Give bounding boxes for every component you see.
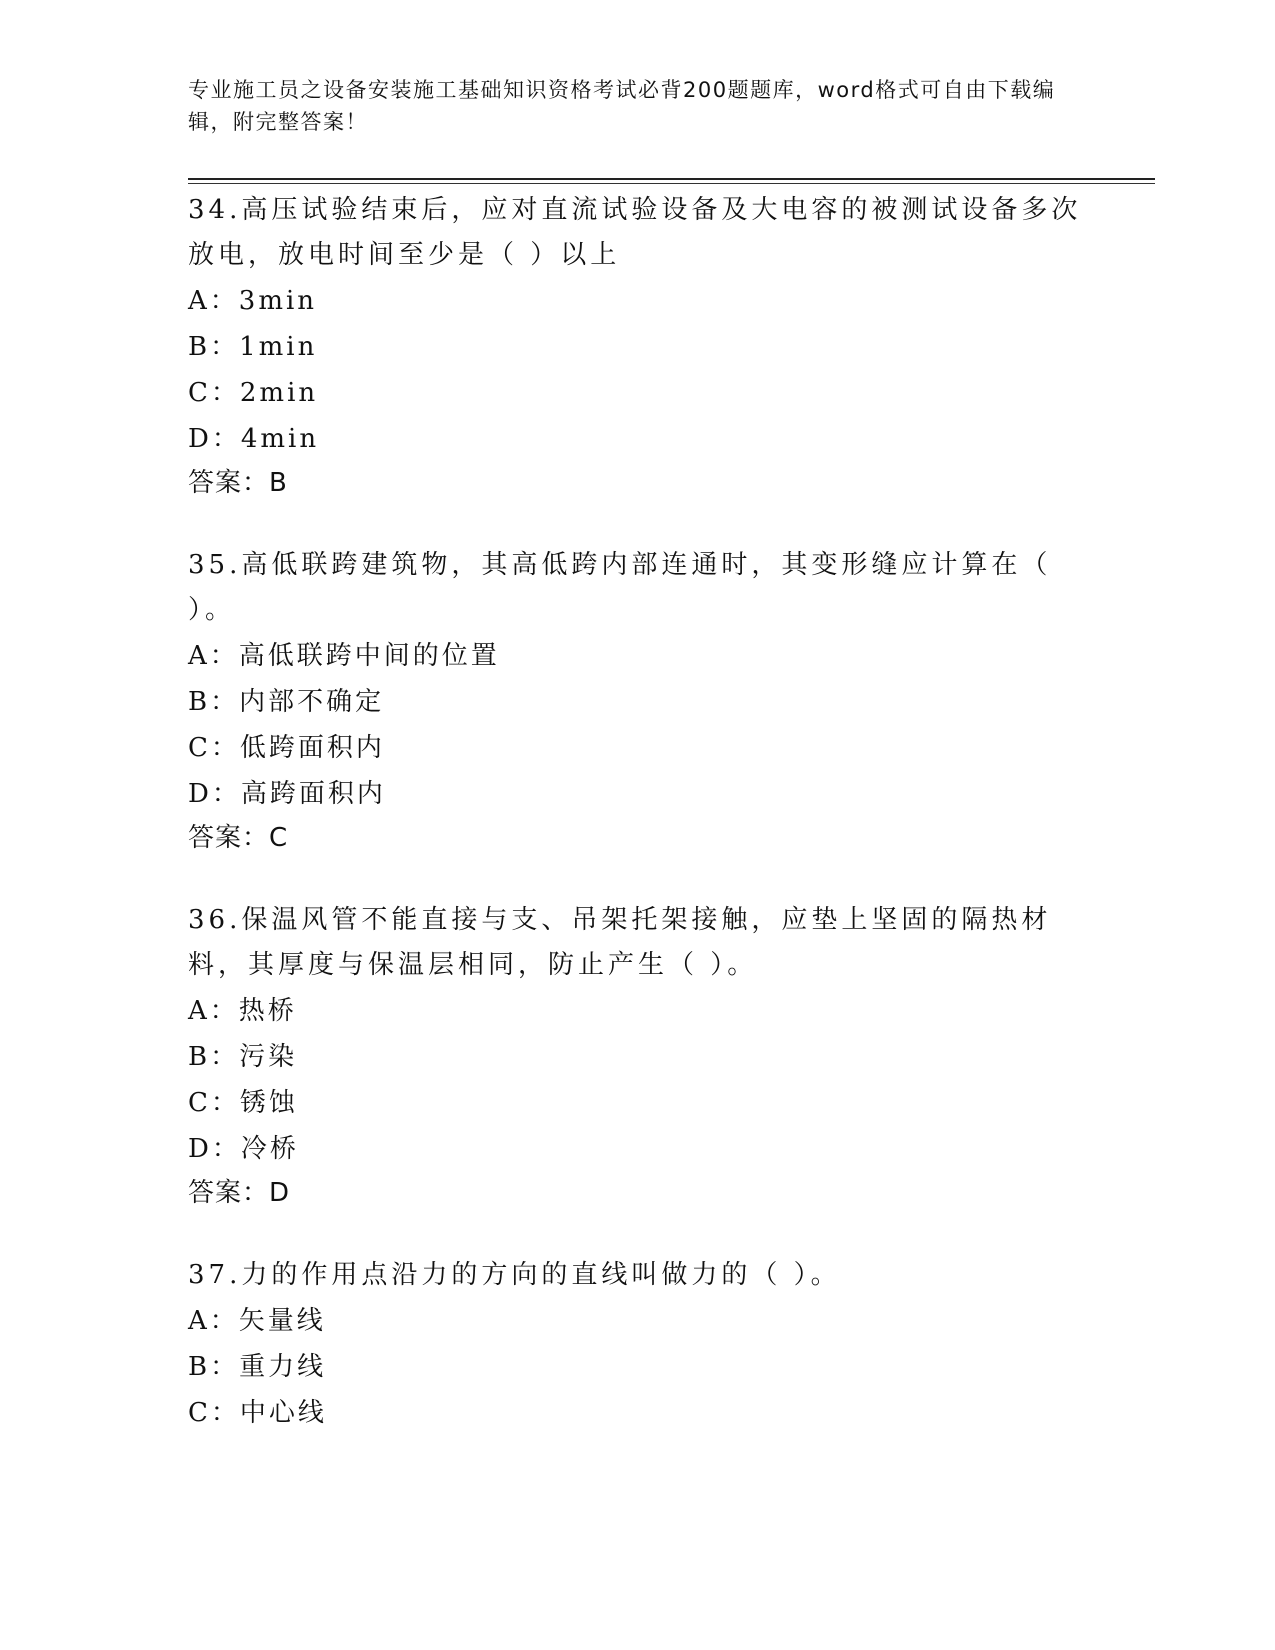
option-c: C：2min	[188, 378, 319, 408]
answer: 答案：D	[188, 1178, 291, 1208]
option-a: A：矢量线	[188, 1306, 326, 1336]
option-a: A：高低联跨中间的位置	[188, 641, 500, 671]
option-b: B：污染	[188, 1042, 298, 1072]
option-b: B：1min	[188, 332, 318, 362]
option-d: D：冷桥	[188, 1134, 299, 1164]
question-34	[188, 188, 1088, 504]
answer: 答案：C	[188, 823, 289, 853]
option-d: D：高跨面积内	[188, 779, 386, 809]
document-header: 专业施工员之设备安装施工基础知识资格考试必背200题题库，word格式可自由下载编辑，附完整答案！	[188, 78, 1056, 134]
option-b: B：内部不确定	[188, 687, 385, 717]
header-divider-thick	[188, 178, 1155, 180]
option-a: A：3min	[188, 286, 318, 316]
question-stem: 35.高低联跨建筑物，其高低跨内部连通时，其变形缝应计算在（ ）。	[188, 550, 1052, 625]
option-a: A：热桥	[188, 996, 297, 1026]
question-list	[188, 188, 1088, 1475]
question-stem: 36.保温风管不能直接与支、吊架托架接触，应垫上坚固的隔热材料，其厚度与保温层相同，防止产生（ ）。	[188, 905, 1052, 980]
option-c: C：中心线	[188, 1398, 327, 1428]
question-35	[188, 543, 1088, 859]
question-stem: 37.力的作用点沿力的方向的直线叫做力的（ ）。	[188, 1260, 841, 1290]
option-c: C：锈蚀	[188, 1088, 298, 1118]
option-d: D：4min	[188, 424, 320, 454]
question-stem: 34.高压试验结束后，应对直流试验设备及大电容的被测试设备多次放电，放电时间至少是（ ）以上	[188, 195, 1082, 270]
question-36	[188, 898, 1088, 1214]
question-37	[188, 1253, 1088, 1436]
answer: 答案：B	[188, 468, 288, 498]
option-b: B：重力线	[188, 1352, 327, 1382]
option-c: C：低跨面积内	[188, 733, 385, 763]
header-divider-thin	[188, 183, 1155, 184]
